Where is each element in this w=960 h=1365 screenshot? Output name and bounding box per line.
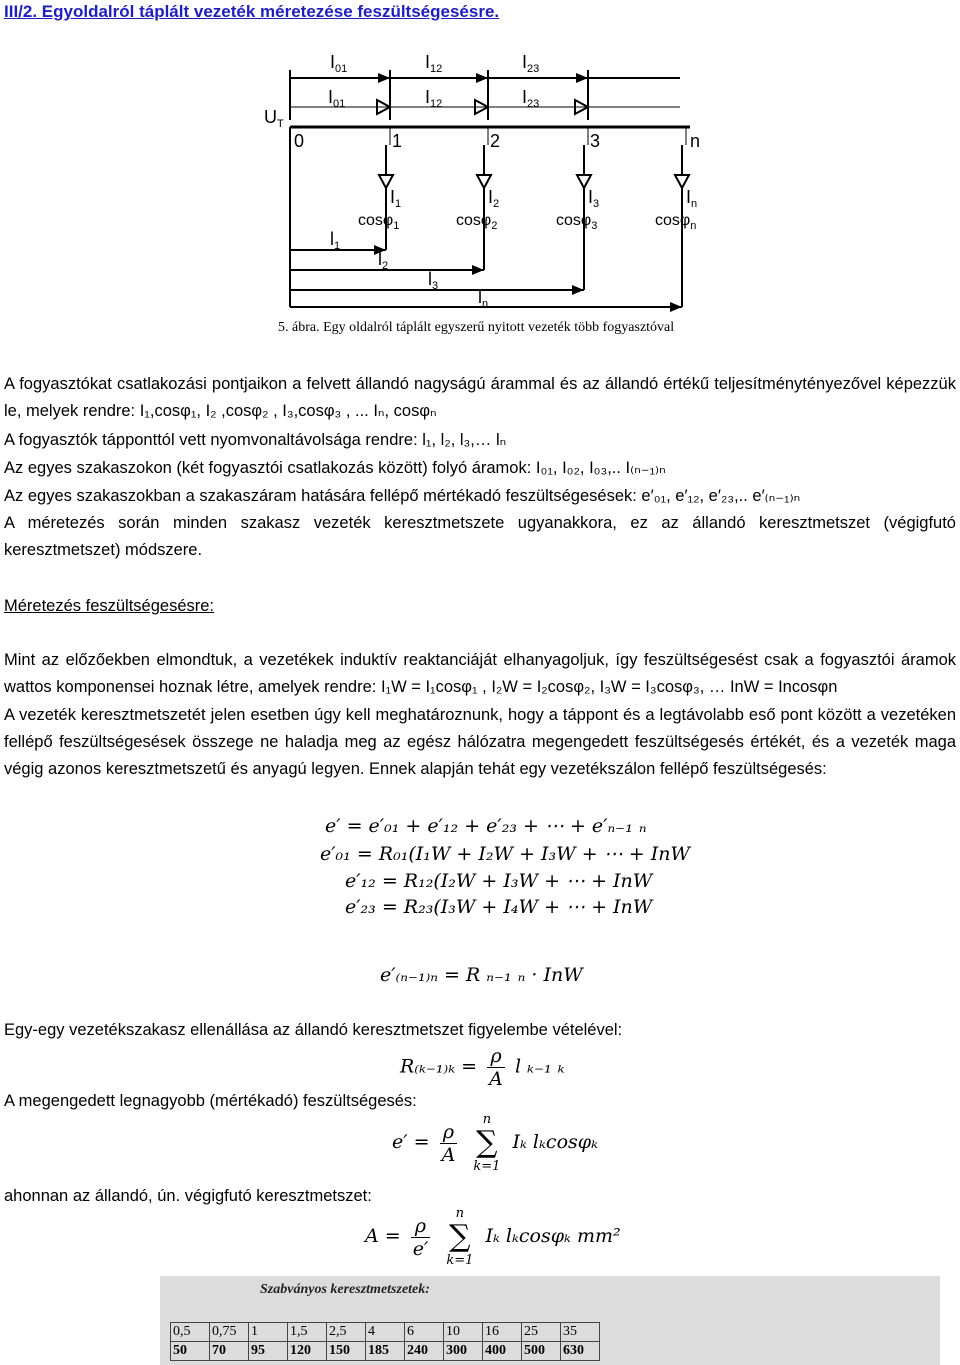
paragraph-voltage-drops: Az egyes szakaszokban a szakaszáram hatására fellépő mértékadó feszültségesések: e′₀₁, e′₁₂, e′₂₃,.. e′₍ₙ₋₁₎ₙ (4, 487, 801, 505)
paragraph-wattos: Mint az előzőekben elmondtuk, a vezetékek induktív reaktanciáját elhanyagoljuk, így feszültségesést csak a fogyasztói áramok wattos komponensei hoznak létre, amelyek rendre: I₁W = I₁cosφ₁ , I₂W = I₂cosφ₂, I₃W = I₃cosφ₃, … InW = Incosφn (4, 651, 956, 696)
load-2-pf: cosφ$_2$ (456, 212, 498, 232)
table-cell: 1 (249, 1323, 288, 1342)
load-n-current: $I_n$ (686, 187, 698, 210)
section-heading: Méretezés feszültségesésre: (4, 597, 215, 615)
label-ut: $U_T$ (264, 107, 284, 130)
label-top-i01: $I_{01}$ (330, 52, 348, 75)
table-row (171, 1323, 600, 1342)
dist-l2: $l_2$ (378, 249, 389, 272)
load-1-pf: cosφ$_1$ (358, 212, 400, 232)
equation-drop-23: e′₂₃ = R₂₃(I₃W + I₄W + ⋯ + InW (345, 896, 653, 918)
table-cell: 0,5 (171, 1323, 210, 1342)
paragraph-loads: A fogyasztókat csatlakozási pontjaikon a felvett állandó nagyságú árammal és az állandó értékű teljesítménytényezővel képezzük le, melyek rendre: I₁,cosφ₁, I₂ ,cosφ₂ , I₃,cosφ₃ , ... Iₙ, cosφₙ (4, 375, 956, 420)
page-heading: III/2. Egyoldalról táplált vezeték méretezése feszültségesésre. (4, 2, 500, 21)
table-cell: 16 (483, 1323, 522, 1342)
table-cell: 150 (327, 1342, 366, 1361)
load-n-pf: cosφ$_n$ (655, 212, 697, 232)
table-cell: 630 (561, 1342, 600, 1361)
table-cell: 185 (366, 1342, 405, 1361)
table-cell: 95 (249, 1342, 288, 1361)
dist-l1: $l_1$ (330, 229, 341, 252)
table-cell: 400 (483, 1342, 522, 1361)
table-cell: 4 (366, 1323, 405, 1342)
table-cell: 120 (288, 1342, 327, 1361)
table-row (171, 1342, 600, 1361)
paragraph-resistance: Egy-egy vezetékszakasz ellenállása az állandó keresztmetszet figyelembe vételével: (4, 1021, 623, 1039)
paragraph-method: A méretezés során minden szakasz vezeték keresztmetszete ugyanakkora, ez az állandó keresztmetszet (végigfutó keresztmetszet) módszere. (4, 514, 956, 559)
table-cell: 10 (444, 1323, 483, 1342)
node-0: 0 (294, 131, 305, 151)
equation-resistance: R₍ₖ₋₁₎ₖ = $\frac{\rho}{A}$ l ₖ₋₁ ₖ (400, 1045, 565, 1090)
table-cell: 1,5 (288, 1323, 327, 1342)
dist-l3: $l_3$ (428, 269, 439, 292)
table-cell: 35 (561, 1323, 600, 1342)
table-cell: 50 (171, 1342, 210, 1361)
node-n: n (690, 131, 701, 151)
table-cell: 0,75 (210, 1323, 249, 1342)
node-1: 1 (392, 131, 403, 151)
figure-caption: 5. ábra. Egy oldalról táplált egyszerű nyitott vezeték több fogyasztóval (278, 320, 675, 335)
equation-cross-section: A = $\frac{\rho}{e'}$ n ∑ k=1 Iₖ lₖcosφₖ mm² (365, 1206, 621, 1268)
paragraph-distances: A fogyasztók tápponttól vett nyomvonaltávolsága rendre: l₁, l₂, l₃,… lₙ (4, 431, 507, 449)
load-2-current: $I_2$ (488, 187, 500, 210)
load-3-current: $I_3$ (588, 187, 600, 210)
paragraph-max-drop: A megengedett legnagyobb (mértékadó) feszültségesés: (4, 1092, 417, 1110)
label-mid-i01: $I_{01}$ (328, 87, 346, 110)
equation-drop-12: e′₁₂ = R₁₂(I₂W + I₃W + ⋯ + InW (345, 870, 653, 892)
load-1-current: $I_1$ (390, 187, 402, 210)
equation-drop-01: e′₀₁ = R₀₁(I₁W + I₂W + I₃W + ⋯ + InW (320, 843, 690, 865)
node-2: 2 (490, 131, 501, 151)
table-cell: 6 (405, 1323, 444, 1342)
table-cell: 300 (444, 1342, 483, 1361)
paragraph-result: ahonnan az állandó, ún. végigfutó keresztmetszet: (4, 1187, 372, 1205)
table-cell: 240 (405, 1342, 444, 1361)
label-mid-i23: $I_{23}$ (522, 87, 540, 110)
circuit-diagram (250, 45, 720, 345)
label-top-i12: $I_{12}$ (425, 52, 443, 75)
node-3: 3 (590, 131, 601, 151)
paragraph-section-currents: Az egyes szakaszokon (két fogyasztói csatlakozás között) folyó áramok: I₀₁, I₀₂, I₀₃,.. I₍ₙ₋₁₎ₙ (4, 459, 666, 477)
standard-sections-table (170, 1322, 600, 1361)
label-mid-i12: $I_{12}$ (425, 87, 443, 110)
paragraph-cross-section: A vezeték keresztmetszetét jelen esetben úgy kell meghatároznunk, hogy a táppont és a legtávolabb eső pont között a vezetéken fellépő feszültségesések összege ne haladja meg az egész hálózatra megengedett feszültségesés értékét, és a vezeték maga végig azonos keresztmetszetű és anyagú legyen. Ennek alapján tehát egy vezetékszálon fellépő feszültségesés: (4, 706, 956, 778)
label-top-i23: $I_{23}$ (522, 52, 540, 75)
load-3-pf: cosφ$_3$ (556, 212, 598, 232)
table-cell: 2,5 (327, 1323, 366, 1342)
equation-max-drop: e′ = $\frac{\rho}{A}$ n ∑ k=1 Iₖ lₖcosφₖ (392, 1112, 598, 1174)
table-cell: 70 (210, 1342, 249, 1361)
equation-drop-last: e′₍ₙ₋₁₎ₙ = R ₙ₋₁ ₙ · InW (380, 964, 583, 986)
table-cell: 500 (522, 1342, 561, 1361)
table-cell: 25 (522, 1323, 561, 1342)
equation-total-drop: e′ = e′₀₁ + e′₁₂ + e′₂₃ + ⋯ + e′ₙ₋₁ ₙ (325, 815, 647, 837)
table-title: Szabványos keresztmetszetek: (260, 1282, 430, 1297)
dist-ln: $l_n$ (478, 287, 489, 310)
